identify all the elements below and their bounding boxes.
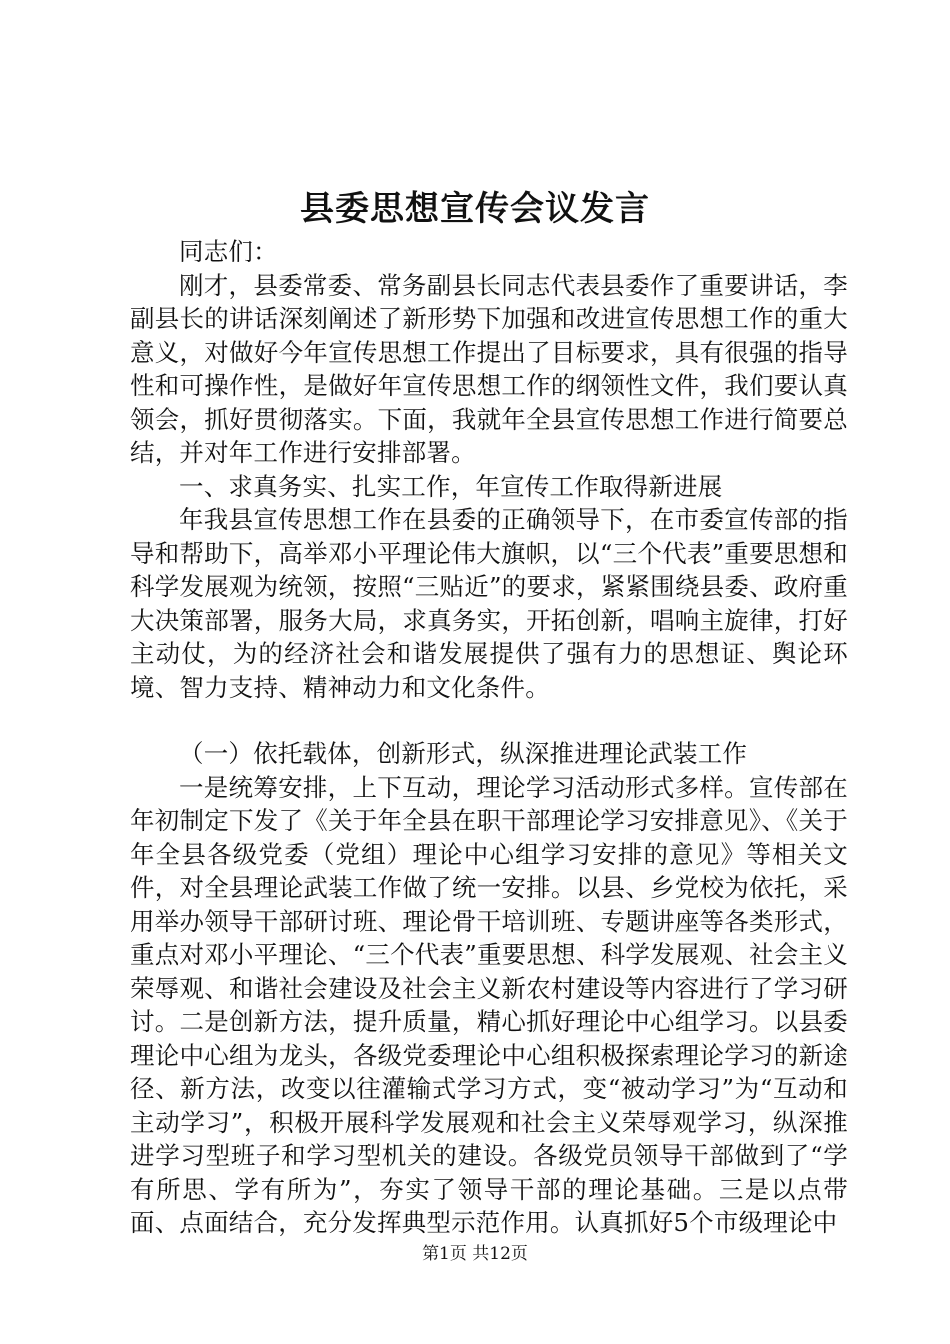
document-title: 县委思想宣传会议发言 [300,189,650,229]
document-body [130,235,848,1240]
body-paragraph-theory: 一是统筹安排，上下互动，理论学习活动形式多样。宣传部在年初制定下发了《关于年全县在职干部理论学习安排意见》、《关于年全县各级党委（党组）理论中心组学习安排的意见》等相关文件，对全县理论武装工作做了统一安排。以县、乡党校为依托，采用举办领导干部研讨班、理论骨干培训班、专题讲座等各类形式，重点对邓小平理论、“三个代表”重要思想、科学发展观、社会主义荣辱观、和谐社会建设及社会主义新农村建设等内容进行了学习研讨。二是创新方法，提升质量，精心抓好理论中心组学习。以县委理论中心组为龙头，各级党委理论中心组积极探索理论学习的新途径、新方法，改变以往灌输式学习方式，变“被动学习”为“互动和主动学习”，积极开展科学发展观和社会主义荣辱观学习，纵深推进学习型班子和学习型机关的建设。各级党员领导干部做到了“学有所思、学有所为”，夯实了领导干部的理论基础。三是以点带面、点面结合，充分发挥典型示范作用。认真抓好5个市级理论中 [130,772,848,1237]
body-paragraph-summary: 年我县宣传思想工作在县委的正确领导下，在市委宣传部的指导和帮助下，高举邓小平理论伟大旗帜，以“三个代表”重要思想和科学发展观为统领，按照“三贴近”的要求，紧紧围绕县委、政府重大决策部署，服务大局，求真务实，开拓创新，唱响主旋律，打好主动仗，为的经济社会和谐发展提供了强有力的思想证、舆论环境、智力支持、精神动力和文化条件。 [130,505,848,702]
salutation: 同志们： [179,237,278,266]
body-paragraph-intro: 刚才，县委常委、常务副县长同志代表县委作了重要讲话，李副县长的讲话深刻阐述了新形势下加强和改进宣传思想工作的重大意义，对做好今年宣传思想工作提出了目标要求，具有很强的指导性和可操作性，是做好年宣传思想工作的纲领性文件，我们要认真领会，抓好贯彻落实。下面，我就年全县宣传思想工作进行简要总结，并对年工作进行安排部署。 [130,270,848,467]
subsection-heading-1: （一）依托载体，创新形式，纵深推进理论武装工作 [179,739,748,768]
section-heading-1: 一、求真务实、扎实工作，年宣传工作取得新进展 [179,471,723,501]
page-number: 第1页 共12页 [422,1244,528,1264]
